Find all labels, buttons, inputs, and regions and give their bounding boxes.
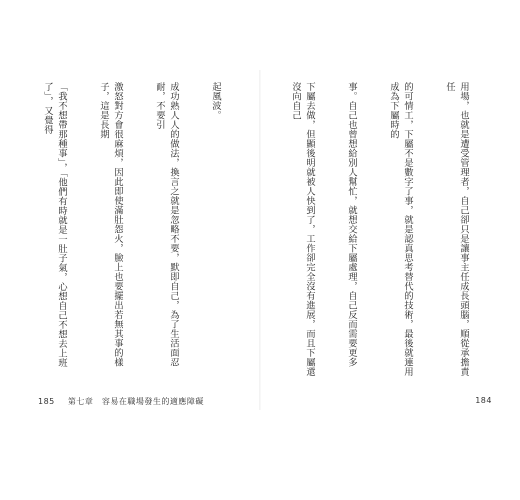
- left-col-0: 起風波。: [210, 82, 221, 120]
- page-gutter: [259, 70, 261, 410]
- chapter-title: 第七章 容易在職場發生的適應障礙: [67, 397, 204, 406]
- right-col-1: 的可情工，下屬不是數字了事，就是認真思考替代的技術，最後就連用成為下屬時的: [388, 82, 413, 377]
- left-col-2: 激怒對方會很麻煩，因此即使滿肚怨火，臉上也要擺出若無其事的樣子，這是長期: [98, 82, 123, 367]
- right-page-number: 184: [475, 396, 492, 405]
- left-col-1: 成功熟人人的做法，換言之就是忽略不要，默即自己，為了生活面忍耐，不要引: [154, 82, 179, 367]
- right-col-3: 下屬去做，但顯後明就被人快到了，工作卻完全沒有進展，而且下屬還沒向自己: [290, 82, 315, 377]
- left-page-text: [20, 82, 250, 377]
- left-page-number: 185: [38, 397, 55, 406]
- left-page-footer: [38, 396, 204, 407]
- right-col-2: 事。自己也曾想給別人幫忙，就想交給下屬處理，自己反而需要更多: [346, 82, 357, 367]
- right-page-text: [272, 82, 498, 377]
- right-page-footer: [475, 396, 492, 405]
- left-col-3: 「我不想帶那種事」，「他們有時就是一肚子氣，心想自己不想去上班了」，又覺得: [42, 82, 67, 368]
- right-col-0: 用場，也就是遭受管理者，自己卻只是讓事主任成長頭腦，順從承擔責任: [444, 82, 469, 377]
